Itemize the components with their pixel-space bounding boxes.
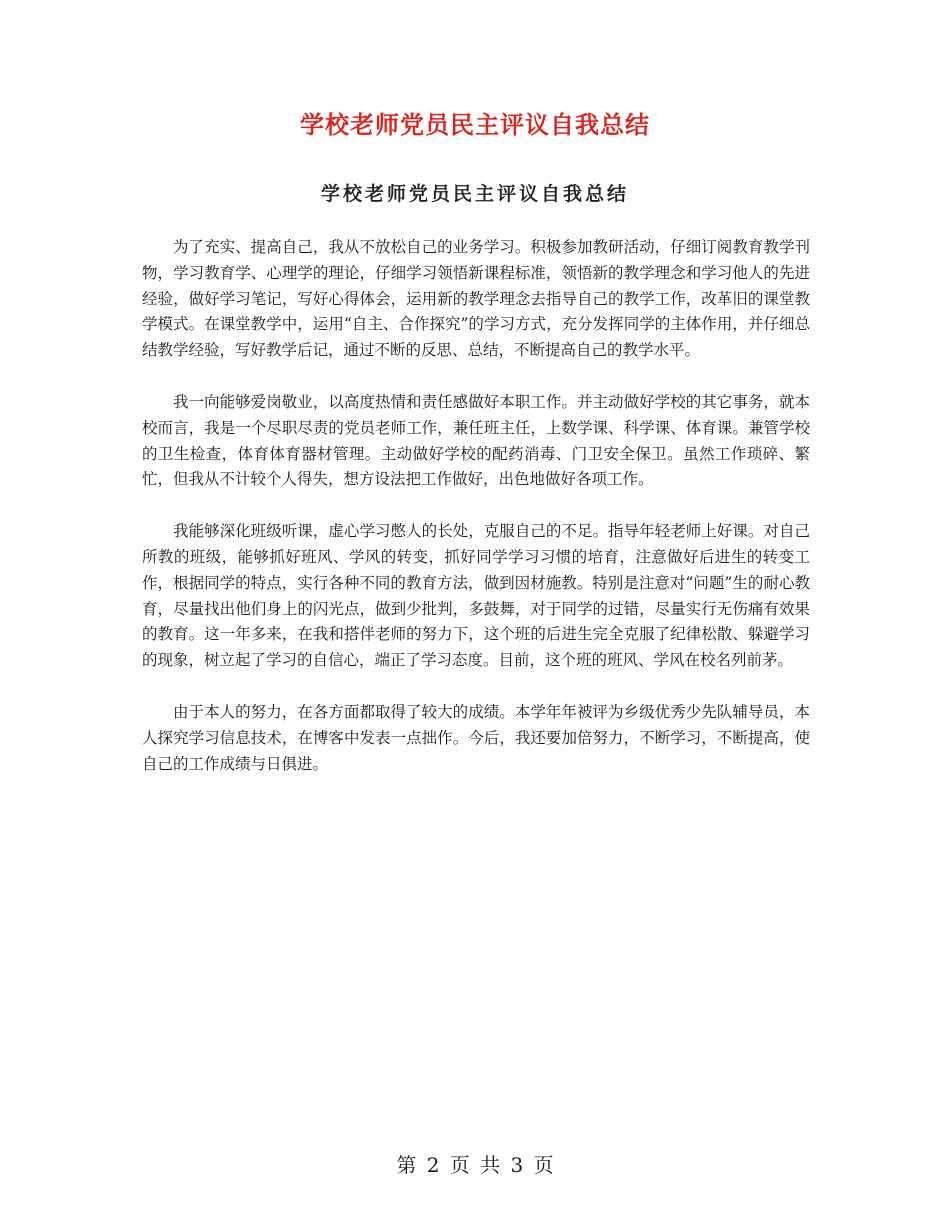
document-subtitle: 学校老师党员民主评议自我总结 [320, 183, 629, 205]
page-number-footer: 第 2 页 共 3 页 [396, 1153, 554, 1177]
document-title: 学校老师党员民主评议自我总结 [300, 110, 650, 139]
document-body [142, 235, 810, 803]
body-paragraph: 为了充实、提高自己，我从不放松自己的业务学习。积极参加教研活动，仔细订阅教育教学刊物，学习教育学、心理学的理论，仔细学习领悟新课程标准，领悟新的教学理念和学习他人的先进经验，做好学习笔记，写好心得体会，运用新的教学理念去指导自己的教学工作，改革旧的课堂教学模式。在课堂教学中，运用“自主、合作探究”的学习方式，充分发挥同学的主体作用，并仔细总结教学经验，写好教学后记，通过不断的反思、总结，不断提高自己的教学水平。 [142, 238, 810, 360]
body-paragraph: 由于本人的努力，在各方面都取得了较大的成绩。本学年年被评为乡级优秀少先队辅导员，本人探究学习信息技术，在博客中发表一点拙作。今后，我还要加倍努力，不断学习，不断提高，使自己的工作成绩与日俱进。 [142, 702, 810, 773]
body-paragraph: 我一向能够爱岗敬业，以高度热情和责任感做好本职工作。并主动做好学校的其它事务，就本校而言，我是一个尽职尽责的党员老师工作，兼任班主任，上数学课、科学课、体育课。兼管学校的卫生检查，体育体育器材管理。主动做好学校的配药消毒、门卫安全保卫。虽然工作琐碎、繁忙，但我从不计较个人得失，想方设法把工作做好，出色地做好各项工作。 [142, 392, 810, 489]
body-paragraph: 我能够深化班级听课，虚心学习憋人的长处，克服自己的不足。指导年轻老师上好课。对自己所教的班级，能够抓好班风、学风的转变，抓好同学学习习惯的培育，注意做好后进生的转变工作，根据同学的特点，实行各种不同的教育方法，做到因材施教。特别是注意对“问题”生的耐心教育，尽量找出他们身上的闪光点，做到少批判，多鼓舞，对于同学的过错，尽量实行无伤痛有效果的教育。这一年多来，在我和搭伴老师的努力下，这个班的后进生完全克服了纪律松散、躲避学习的现象，树立起了学习的自信心，端正了学习态度。目前，这个班的班风、学风在校名列前茅。 [142, 522, 810, 670]
